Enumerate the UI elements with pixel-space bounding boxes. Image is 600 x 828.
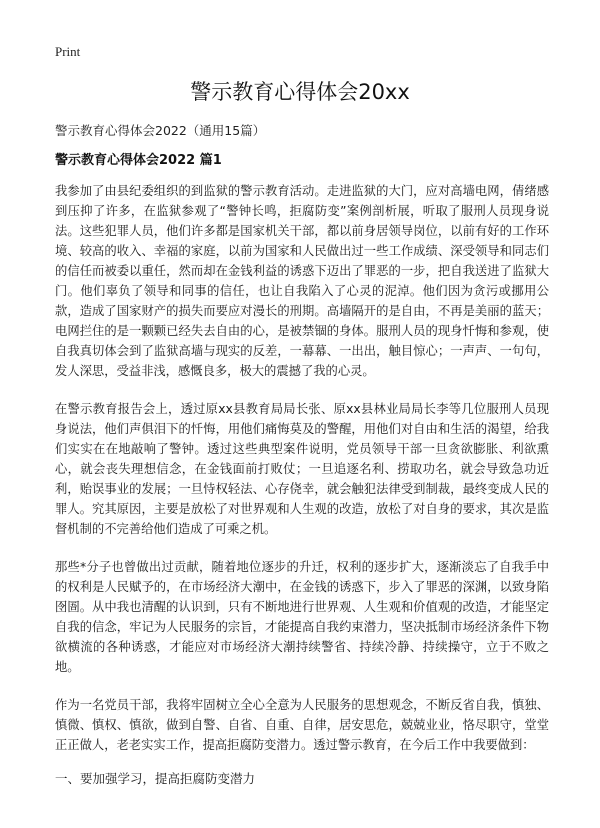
- print-link[interactable]: Print: [55, 44, 81, 59]
- document-subtitle: 警示教育心得体会2022（通用15篇）: [55, 123, 266, 138]
- paragraph-2: 在警示教育报告会上，透过原xx县教育局局长张、原xx县林业局局长李等几位服刑人员现身说法，他们声俱泪下的忏悔，用他们痛悔莫及的警醒，用他们对自由和生活的渴望，给我们实实在在地敲响了警钟。透过这些典型案件说明，党员领导干部一旦贪欲膨胀、利欲熏心，就会丧失理想信念，在金钱面前打败仗；一旦追逐名利、捞取功名，就会导致急功近利，贻误事业的发展；一旦恃权轻法、心存侥幸，就会触犯法律受到制裁，最终变成人民的罪人。究其原因，主要是放松了对世界观和人生观的改造，放松了对自身的要求，其次是监督机制的不完善给他们造成了可乘之机。: [55, 402, 549, 536]
- paragraph-4: 作为一名党员干部，我将牢固树立全心全意为人民服务的思想观念，不断反省自我，慎独、慎微、慎权、慎欲，做到自警、自省、自重、自律，居安思危，兢兢业业，恪尽职守，堂堂正正做人，老老实实工作，提高拒腐防变潜力。透过警示教育，在今后工作中我要做到：: [55, 698, 549, 752]
- paragraph-3: 那些*分子也曾做出过贡献，随着地位逐步的升迁，权利的逐步扩大，逐渐淡忘了自我手中的权利是人民赋予的，在市场经济大潮中，在金钱的诱惑下，步入了罪恶的深渊，以致身陷囹圄。从中我也清醒的认识到，只有不断地进行世界观、人生观和价值观的改造，才能坚定自我的信念，牢记为人民服务的宗旨，才能提高自我约束潜力，坚决抵制市场经济条件下物欲横流的各种诱惑，才能应对市场经济大潮持续警省、持续冷静、持续操守，立于不败之地。: [55, 560, 549, 674]
- section-heading: 警示教育心得体会2022 篇1: [55, 153, 222, 168]
- point-heading-1: 一、要加强学习，提高拒腐防变潜力: [55, 771, 256, 786]
- paragraph-1: 我参加了由县纪委组织的到监狱的警示教育活动。走进监狱的大门，应对高墙电网，倩绪感到压抑了许多，在监狱参观了“警钟长鸣，拒腐防变”案例剖析展，听取了服刑人员现身说法。这些犯罪人员，他们许多都是国家机关干部，都以前身居领导岗位，以前有好的工作环境、较高的收入、幸福的家庭，以前为国家和人民做出过一些工作成绩、深受领导和同志们的信任而被委以重任，然而却在金钱利益的诱惑下迈出了罪恶的一步，把自我送进了监狱大门。他们辜负了领导和同事的信任，也让自我陷入了心灵的泥淖。他们因为贪污或挪用公款，造成了国家财产的损失而要应对漫长的刑期。高墙隔开的是自由，不再是美丽的蓝天；电网拦住的是一颗颗已经失去自由的心，是被禁锢的身体。服刑人员的现身忏悔和参观，使自我真切体会到了监狱高墙与现实的反差，一幕幕、一出出，触目惊心；一声声、一句句，发人深思，受益非浅，感慨良多，极大的震撼了我的心灵。: [55, 184, 549, 378]
- document-body: [55, 181, 549, 789]
- document-title: 警示教育心得体会20xx: [190, 80, 410, 104]
